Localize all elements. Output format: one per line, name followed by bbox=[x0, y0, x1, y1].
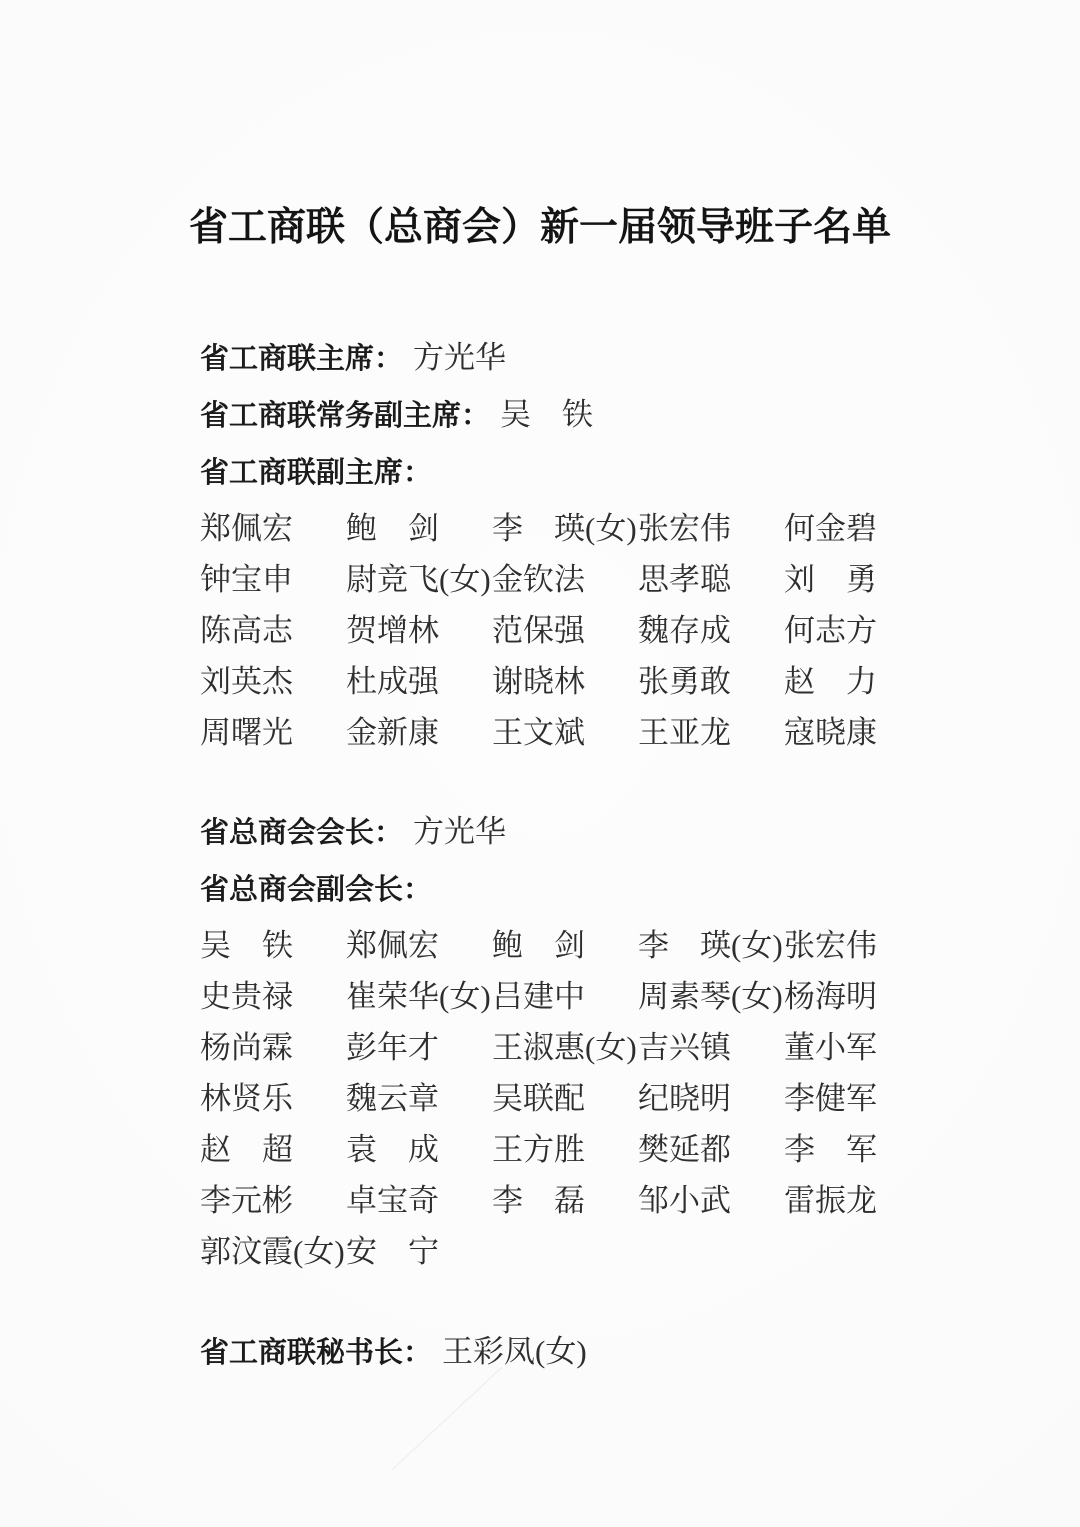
member-name: 鲍 剑 bbox=[346, 511, 439, 546]
member-name: 李元彬 bbox=[200, 1183, 293, 1218]
member-name: 魏存成 bbox=[638, 613, 731, 648]
role-label: 省工商联秘书长： bbox=[200, 1337, 433, 1369]
member-name: 赵 力 bbox=[784, 664, 877, 699]
document-title: 省工商联（总商会）新一届领导班子名单 bbox=[188, 206, 891, 249]
member-name: 李 军 bbox=[784, 1132, 877, 1167]
member-name: 张宏伟 bbox=[638, 511, 731, 546]
member-name: 何志方 bbox=[784, 613, 877, 648]
member-name-row bbox=[200, 656, 940, 707]
member-name: 李 瑛(女) bbox=[492, 511, 637, 546]
role-holder: 方光华 bbox=[413, 340, 507, 375]
member-name: 吴联配 bbox=[492, 1081, 585, 1116]
member-name: 樊延都 bbox=[638, 1132, 731, 1167]
role-line-federation-vice-chairmen bbox=[200, 446, 940, 503]
member-name: 杨海明 bbox=[784, 979, 877, 1014]
member-name: 彭年才 bbox=[346, 1030, 439, 1065]
member-name: 周曙光 bbox=[200, 715, 293, 750]
member-name-row bbox=[200, 1175, 940, 1226]
member-name: 郑佩宏 bbox=[346, 928, 439, 963]
member-name-row bbox=[200, 503, 940, 554]
member-name: 钟宝申 bbox=[200, 562, 293, 597]
member-name: 雷振龙 bbox=[784, 1183, 877, 1218]
role-line-federation-exec-vice-chairman bbox=[200, 389, 940, 446]
role-line-chamber-vice-presidents bbox=[200, 863, 940, 920]
role-line-federation-chairman bbox=[200, 332, 940, 389]
member-name: 王方胜 bbox=[492, 1132, 585, 1167]
member-name-row bbox=[200, 605, 940, 656]
member-name: 陈高志 bbox=[200, 613, 293, 648]
member-name: 李 瑛(女) bbox=[638, 928, 783, 963]
member-name-row bbox=[200, 1073, 940, 1124]
member-name: 张勇敢 bbox=[638, 664, 731, 699]
member-name-row bbox=[200, 1022, 940, 1073]
role-label: 省工商联常务副主席： bbox=[200, 400, 491, 432]
member-name: 袁 成 bbox=[346, 1132, 439, 1167]
member-name: 董小军 bbox=[784, 1030, 877, 1065]
member-name-row bbox=[200, 920, 940, 971]
member-name: 吕建中 bbox=[492, 979, 585, 1014]
member-name: 崔荣华(女) bbox=[346, 979, 491, 1014]
member-name: 思孝聪 bbox=[638, 562, 731, 597]
role-label: 省总商会副会长： bbox=[200, 874, 433, 906]
member-name-row bbox=[200, 707, 940, 758]
role-label: 省总商会会长： bbox=[200, 817, 404, 849]
member-name: 寇晓康 bbox=[784, 715, 877, 750]
member-name: 刘 勇 bbox=[784, 562, 877, 597]
member-name: 范保强 bbox=[492, 613, 585, 648]
member-name: 安 宁 bbox=[346, 1234, 439, 1269]
member-name: 吉兴镇 bbox=[638, 1030, 731, 1065]
member-name: 王文斌 bbox=[492, 715, 585, 750]
member-name: 鲍 剑 bbox=[492, 928, 585, 963]
member-name: 何金碧 bbox=[784, 511, 877, 546]
role-line-secretary-general bbox=[200, 1326, 940, 1383]
member-name: 李 磊 bbox=[492, 1183, 585, 1218]
member-name-row bbox=[200, 971, 940, 1022]
member-name: 林贤乐 bbox=[200, 1081, 293, 1116]
role-holder: 吴 铁 bbox=[500, 397, 594, 432]
section-chamber-leaders bbox=[200, 806, 940, 1277]
member-name: 张宏伟 bbox=[784, 928, 877, 963]
role-label: 省工商联主席： bbox=[200, 343, 404, 375]
member-name-row bbox=[200, 1226, 940, 1277]
member-name: 卓宝奇 bbox=[346, 1183, 439, 1218]
role-holder: 方光华 bbox=[413, 814, 507, 849]
member-name-row bbox=[200, 1124, 940, 1175]
member-name: 金钦法 bbox=[492, 562, 585, 597]
member-name: 赵 超 bbox=[200, 1132, 293, 1167]
member-name: 贺增林 bbox=[346, 613, 439, 648]
member-name: 王亚龙 bbox=[638, 715, 731, 750]
member-name-row bbox=[200, 554, 940, 605]
role-line-chamber-president bbox=[200, 806, 940, 863]
member-name: 吴 铁 bbox=[200, 928, 293, 963]
member-name: 纪晓明 bbox=[638, 1081, 731, 1116]
member-name: 邹小武 bbox=[638, 1183, 731, 1218]
member-name: 尉竞飞(女) bbox=[346, 562, 491, 597]
member-name: 金新康 bbox=[346, 715, 439, 750]
role-label: 省工商联副主席： bbox=[200, 457, 433, 489]
section-secretary-general bbox=[200, 1326, 940, 1383]
member-name: 魏云章 bbox=[346, 1081, 439, 1116]
member-name: 周素琴(女) bbox=[638, 979, 783, 1014]
member-name: 谢晓林 bbox=[492, 664, 585, 699]
section-federation-leaders bbox=[200, 332, 940, 758]
member-name: 李健军 bbox=[784, 1081, 877, 1116]
member-name: 郭汶霞(女) bbox=[200, 1234, 345, 1269]
member-name: 杜成强 bbox=[346, 664, 439, 699]
member-name: 杨尚霖 bbox=[200, 1030, 293, 1065]
member-name: 史贵禄 bbox=[200, 979, 293, 1014]
document-body bbox=[200, 332, 940, 1383]
member-name: 王淑惠(女) bbox=[492, 1030, 637, 1065]
member-name: 郑佩宏 bbox=[200, 511, 293, 546]
member-name: 刘英杰 bbox=[200, 664, 293, 699]
role-holder: 王彩凤(女) bbox=[442, 1334, 587, 1369]
